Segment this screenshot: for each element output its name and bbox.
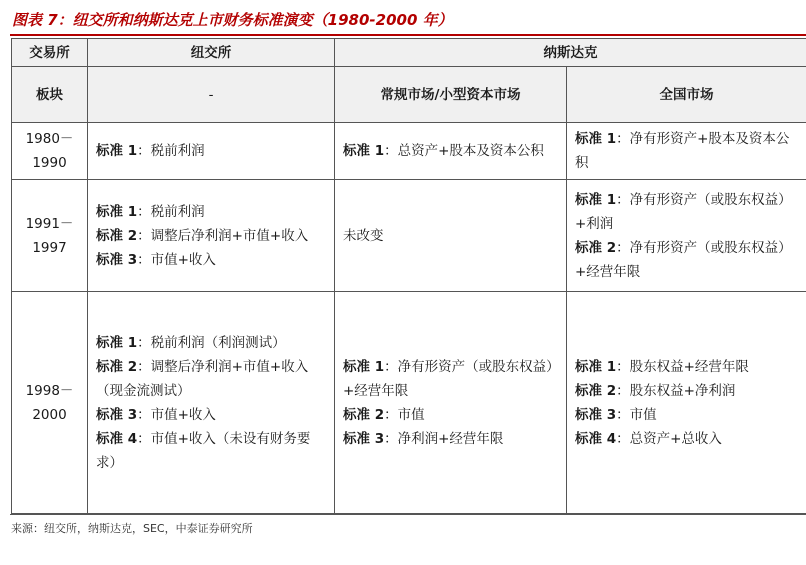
criterion-line [575, 403, 798, 427]
criterion-line [96, 248, 326, 272]
criterion-text: ：股东权益+净利润 [616, 382, 736, 399]
table-row [12, 180, 806, 292]
criterion-label: 标准 3 [96, 251, 138, 268]
criterion-label: 标准 2 [575, 239, 617, 256]
criterion-line [96, 427, 326, 475]
table-row [12, 292, 806, 514]
nasdaq-national-board: 全国市场 [567, 67, 806, 123]
criterion-label: 标准 2 [96, 358, 138, 375]
criterion-line [575, 379, 798, 403]
national-criteria [567, 123, 806, 180]
criterion-label: 标准 3 [96, 406, 138, 423]
national-criteria [567, 292, 806, 514]
criterion-text: ：税前利润（利润测试） [137, 334, 286, 351]
criterion-text: ：净利润+经营年限 [384, 430, 504, 447]
source-note: 来源：纽交所，纳斯达克，SEC，中泰证券研究所 [11, 522, 253, 535]
criterion-line [343, 403, 558, 427]
criterion-label: 标准 4 [575, 430, 617, 447]
criterion-label: 标准 3 [575, 406, 617, 423]
nasdaq-header: 纳斯达克 [335, 39, 806, 67]
criterion-text: ：净有形资产（或股东权益）+经营年限 [575, 239, 792, 280]
criterion-text: ：税前利润 [137, 203, 205, 220]
criterion-label: 标准 1 [96, 143, 138, 159]
criterion-line [96, 139, 326, 163]
chart-title: 图表 7：纽交所和纳斯达克上市财务标准演变（1980-2000 年） [12, 11, 453, 29]
criterion-line [575, 355, 798, 379]
regular-criteria [335, 123, 567, 180]
criterion-text: ：市值+收入（未设有财务要求） [96, 430, 311, 471]
source-divider [10, 514, 806, 515]
criterion-line [575, 236, 798, 284]
criterion-label: 标准 1 [343, 143, 385, 159]
criterion-line [96, 224, 326, 248]
criterion-line [343, 139, 558, 163]
criterion-label: 标准 1 [575, 358, 617, 375]
criterion-text: ：市值+收入 [137, 406, 216, 423]
listing-standards-table [11, 38, 806, 514]
criterion-line [343, 355, 558, 403]
criterion-line [575, 188, 798, 236]
criterion-text: ：总资产+股本及资本公积 [384, 143, 544, 159]
criterion-label: 标准 1 [575, 131, 617, 147]
criterion-line [343, 427, 558, 451]
criterion-line [96, 331, 326, 355]
criterion-text: ：总资产+总收入 [616, 430, 722, 447]
regular-criteria: 未改变 [335, 180, 567, 292]
criterion-text: ：调整后净利润+市值+收入（现金流测试） [96, 358, 309, 399]
title-divider [10, 34, 806, 36]
nyse-header: 纽交所 [88, 39, 335, 67]
criterion-label: 标准 1 [96, 334, 138, 351]
nyse-criteria [88, 180, 335, 292]
criterion-label: 标准 2 [96, 227, 138, 244]
criterion-text: ：市值+收入 [137, 251, 216, 268]
criterion-text: ：净有形资产（或股东权益）+利润 [575, 191, 792, 232]
header-row-exchange [12, 39, 806, 67]
criterion-label: 标准 4 [96, 430, 138, 447]
criterion-text: ：股东权益+经营年限 [616, 358, 749, 375]
criterion-text: ：市值 [384, 406, 425, 423]
criterion-label: 标准 1 [96, 203, 138, 220]
period-cell: 1991－1997 [12, 180, 88, 292]
criterion-line [575, 127, 798, 175]
criterion-label: 标准 1 [343, 358, 385, 375]
criterion-text: ：市值 [616, 406, 657, 423]
criterion-line [96, 200, 326, 224]
nyse-criteria [88, 292, 335, 514]
nasdaq-regular-label: 常规市场/小型资本市场 [380, 86, 521, 103]
criterion-text: ：净有形资产+股本及资本公积 [575, 131, 790, 171]
criterion-line [96, 403, 326, 427]
criterion-text: ：税前利润 [137, 143, 205, 159]
nyse-board: - [88, 67, 335, 123]
criterion-label: 标准 1 [575, 191, 617, 208]
regular-criteria [335, 292, 567, 514]
header-row-board [12, 67, 806, 123]
table-row [12, 123, 806, 180]
national-criteria [567, 180, 806, 292]
nasdaq-regular-board [335, 67, 567, 123]
exchange-label: 交易所 [12, 39, 88, 67]
criterion-label: 标准 2 [343, 406, 385, 423]
nyse-criteria [88, 123, 335, 180]
criterion-line [575, 427, 798, 451]
period-cell: 1980－1990 [12, 123, 88, 180]
criterion-line [96, 355, 326, 403]
criterion-label: 标准 3 [343, 430, 385, 447]
criterion-text: ：调整后净利润+市值+收入 [137, 227, 309, 244]
board-label: 板块 [12, 67, 88, 123]
criterion-label: 标准 2 [575, 382, 617, 399]
period-cell: 1998－2000 [12, 292, 88, 514]
criterion-text: ：净有形资产（或股东权益）+经营年限 [343, 358, 553, 399]
